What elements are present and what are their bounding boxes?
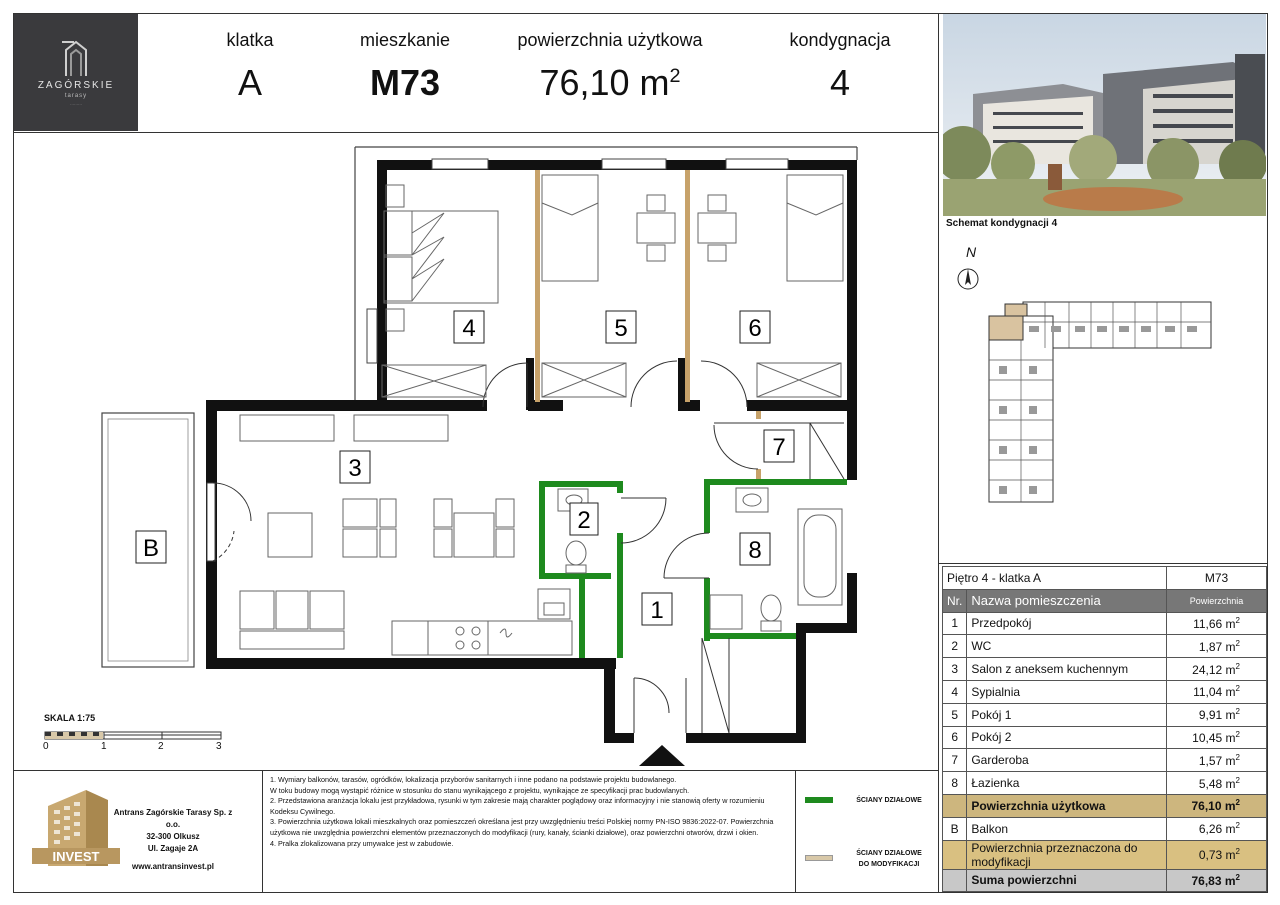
- row-nr-empty: [943, 869, 967, 892]
- unit-sup: 2: [1235, 638, 1240, 648]
- table-row: [943, 772, 1267, 795]
- unit-m: m: [1225, 730, 1236, 745]
- north-label: N: [966, 244, 977, 260]
- frame-right-mid: [938, 13, 939, 893]
- row-nr: 8: [943, 772, 967, 795]
- row-nr: 7: [943, 749, 967, 772]
- room-3-label: 3: [348, 455, 362, 482]
- row-unit: [1225, 874, 1240, 888]
- row-unit: [1226, 754, 1240, 768]
- company-name: Antrans Zagórskie Tarasy Sp. z o.o.: [113, 808, 233, 829]
- floor-key-plan: [985, 296, 1220, 508]
- room-6-label: 6: [748, 315, 762, 342]
- table-row: [943, 726, 1267, 749]
- company-info: [108, 807, 238, 855]
- unit-sup: 2: [1235, 707, 1240, 717]
- table-title-left: Piętro 4 - klatka A: [943, 567, 1167, 590]
- building-logo-icon: [60, 36, 92, 80]
- compass-icon: [956, 267, 980, 291]
- row-name: Garderoba: [967, 749, 1167, 772]
- row-name: Przedpokój: [967, 612, 1167, 635]
- powierzchnia-number: 76,10 m: [539, 62, 670, 103]
- total-area-row: [943, 869, 1267, 892]
- unit-sup: 2: [1235, 661, 1240, 671]
- row-area-value: 11,66: [1193, 616, 1223, 631]
- usable-area-value: 76,10: [1191, 799, 1222, 814]
- table-row: [943, 703, 1267, 726]
- balcony-row: [943, 817, 1267, 840]
- row-area: [1167, 749, 1267, 772]
- room-5-label: 5: [614, 315, 628, 342]
- logo-name: ZAGÓRSKIE: [37, 80, 115, 91]
- unit-sup: 2: [1235, 615, 1240, 625]
- kondygnacja-label: kondygnacja: [789, 30, 891, 50]
- row-nr: 2: [943, 635, 967, 658]
- row-area: [1167, 703, 1267, 726]
- note-1a: 1. Wymiary balkonów, tarasów, ogródków, lokalizacja przyborów sanitarnych i inne podano na podstawie projektu budowlanego.: [270, 775, 677, 784]
- unit-m: m: [1225, 753, 1236, 768]
- legend-modifiable-wall-label: [844, 848, 934, 870]
- usable-area-row: [943, 794, 1267, 817]
- table-row: [943, 612, 1267, 635]
- room-b-label: B: [142, 535, 160, 562]
- frame-footer-divider-1: [262, 771, 263, 892]
- table-row: [943, 635, 1267, 658]
- unit-m: m: [1225, 616, 1236, 631]
- frame-top: [14, 13, 938, 14]
- building-rendering-image: [943, 14, 1266, 216]
- col-name-header: Nazwa pomieszczenia: [967, 589, 1167, 612]
- row-area-value: 24,12: [1192, 662, 1223, 677]
- company-postal: 32-300 Olkusz: [146, 832, 200, 841]
- frame-right: [1267, 13, 1268, 893]
- note-1b: W toku budowy mogą wystąpić różnice w stosunku do stanu wynikającego z projektu, wynikające ze specyfikacji prac budowlanych.: [270, 785, 690, 795]
- table-title-right: M73: [1167, 567, 1267, 590]
- table-row: [943, 680, 1267, 703]
- row-nr: 4: [943, 680, 967, 703]
- row-name: Pokój 1: [967, 703, 1167, 726]
- row-nr-empty: [943, 794, 967, 817]
- row-nr-empty: [943, 840, 967, 869]
- total-area-label: Suma powierzchni: [967, 869, 1167, 892]
- unit-sup: 2: [1235, 775, 1240, 785]
- table-title-row: [943, 567, 1267, 590]
- unit-m: m: [1224, 873, 1236, 888]
- balcony-cell: [1167, 817, 1267, 840]
- unit-sup: 2: [1235, 847, 1240, 857]
- apartment-floor-plan: [14, 133, 938, 770]
- modification-area-row: [943, 840, 1267, 869]
- usable-area-cell: [1167, 794, 1267, 817]
- row-unit: [1226, 708, 1240, 722]
- unit-m: m: [1224, 799, 1236, 814]
- row-unit: [1225, 799, 1240, 813]
- legend-modifiable-line2: DO MODYFIKACJI: [858, 861, 920, 868]
- row-area-value: 1,57: [1198, 753, 1223, 768]
- row-area-value: 11,04: [1193, 685, 1223, 700]
- modification-area-label: Powierzchnia przeznaczona do modyfikacji: [967, 840, 1167, 869]
- row-nr: 5: [943, 703, 967, 726]
- kondygnacja-value: 4: [829, 62, 851, 103]
- scale-label-2: 2: [158, 741, 164, 752]
- unit-sup: 2: [1235, 684, 1240, 694]
- table-row: [943, 658, 1267, 681]
- klatka-value: A: [237, 62, 262, 103]
- powierzchnia-label: powierzchnia użytkowa: [517, 30, 703, 50]
- developer-logo-text: INVEST: [52, 849, 100, 864]
- unit-sup: 2: [1235, 752, 1240, 762]
- room-8-label: 8: [748, 537, 762, 564]
- row-area: [1167, 680, 1267, 703]
- logo-sub: tarasy: [64, 93, 88, 99]
- row-name: Sypialnia: [967, 680, 1167, 703]
- entrance-arrow-icon: [639, 745, 685, 766]
- room-area-table: [942, 566, 1267, 892]
- unit-m: m: [1225, 822, 1236, 837]
- legend-partition-wall-label: ŚCIANY DZIAŁOWE: [856, 797, 922, 804]
- mieszkanie-label: mieszkanie: [359, 30, 451, 50]
- row-unit: [1226, 731, 1240, 745]
- note-4: 4. Pralka zlokalizowana przy umywalce jest w zabudowie.: [270, 838, 454, 848]
- row-unit: [1226, 777, 1240, 791]
- modification-area-value: 0,73: [1198, 848, 1223, 863]
- unit-m: m: [1225, 639, 1236, 654]
- unit-sup: 2: [1235, 798, 1240, 808]
- row-area-value: 10,45: [1192, 730, 1223, 745]
- legend-modifiable-wall-swatch: [805, 855, 833, 861]
- row-unit: [1226, 640, 1240, 654]
- row-area: [1167, 612, 1267, 635]
- klatka-label: klatka: [226, 30, 274, 50]
- row-unit: [1226, 822, 1240, 836]
- row-area-value: 9,91: [1198, 708, 1223, 723]
- frame-footer-top: [14, 770, 938, 771]
- powierzchnia-sup: 2: [669, 65, 681, 87]
- legal-notes: [270, 775, 790, 849]
- col-area-header: Powierzchnia: [1167, 589, 1267, 612]
- scheme-title: Schemat kondygnacji 4: [946, 218, 1058, 229]
- balcony-nr: B: [943, 817, 967, 840]
- unit-sup: 2: [1235, 872, 1240, 882]
- total-area-value: 76,83: [1191, 873, 1222, 888]
- row-name: Salon z aneksem kuchennym: [967, 658, 1167, 681]
- company-website[interactable]: www.antransinvest.pl: [132, 862, 214, 871]
- unit-m: m: [1225, 662, 1236, 677]
- note-2: 2. Przedstawiona aranżacja lokalu jest przykładowa, rysunki w tym zakresie mają charakter poglądowy oraz informacyjny i nie stanowią oferty w rozumieniu Kodeksu Cywilnego.: [270, 796, 765, 816]
- logo-tagline-decoration: ·········: [70, 102, 82, 107]
- row-unit: [1226, 663, 1240, 677]
- room-2-label: 2: [577, 507, 591, 534]
- note-3: 3. Powierzchnia użytkowa lokali mieszkalnych oraz pomieszczeń określana jest przy uwzględnieniu treści Polskiej normy PN-ISO 9836:2022-07. Powierzchnia użytkowa nie uwzględnia powierzchni elementów przeznaczonych do modyfikacji (rury, kanały, ścianki działowe), oraz powierzchni otworów, drzwi i okien.: [270, 817, 774, 837]
- company-street: Ul. Zagaje 2A: [147, 844, 199, 853]
- unit-m: m: [1225, 848, 1236, 863]
- table-header-row: [943, 589, 1267, 612]
- row-unit: [1226, 848, 1240, 862]
- table-row: [943, 749, 1267, 772]
- row-area-value: 5,48: [1198, 776, 1223, 791]
- scale-bar: [44, 730, 224, 742]
- row-area: [1167, 658, 1267, 681]
- room-7-label: 7: [772, 434, 786, 461]
- unit-m: m: [1225, 685, 1236, 700]
- frame-right-table-top: [939, 563, 1268, 564]
- legend-modifiable-line1: ŚCIANY DZIAŁOWE: [856, 850, 922, 857]
- row-area: [1167, 772, 1267, 795]
- total-area-cell: [1167, 869, 1267, 892]
- row-area: [1167, 635, 1267, 658]
- legend-partition-wall-swatch: [805, 797, 833, 803]
- brand-logo: [14, 14, 138, 131]
- unit-m: m: [1225, 708, 1236, 723]
- unit-m: m: [1225, 776, 1236, 791]
- row-name: Pokój 2: [967, 726, 1167, 749]
- modification-area-cell: [1167, 840, 1267, 869]
- usable-area-label: Powierzchnia użytkowa: [967, 794, 1167, 817]
- row-nr: 3: [943, 658, 967, 681]
- unit-sup: 2: [1235, 821, 1240, 831]
- room-1-label: 1: [650, 597, 664, 624]
- mieszkanie-value: M73: [369, 62, 441, 103]
- row-nr: 1: [943, 612, 967, 635]
- row-name: WC: [967, 635, 1167, 658]
- row-area-value: 1,87: [1198, 639, 1223, 654]
- room-4-label: 4: [462, 315, 476, 342]
- scale-label-0: 0: [43, 741, 49, 752]
- col-nr-header: Nr.: [943, 589, 967, 612]
- balcony-label: Balkon: [967, 817, 1167, 840]
- unit-sup: 2: [1235, 729, 1240, 739]
- frame-footer-divider-2: [795, 771, 796, 892]
- row-area: [1167, 726, 1267, 749]
- powierzchnia-value: [505, 62, 715, 104]
- balcony-value: 6,26: [1198, 822, 1223, 837]
- scale-label-1: 1: [101, 741, 107, 752]
- scale-title: SKALA 1:75: [44, 713, 96, 723]
- scale-label-3: 3: [216, 741, 222, 752]
- row-unit: [1226, 617, 1240, 631]
- row-unit: [1226, 685, 1240, 699]
- row-nr: 6: [943, 726, 967, 749]
- row-name: Łazienka: [967, 772, 1167, 795]
